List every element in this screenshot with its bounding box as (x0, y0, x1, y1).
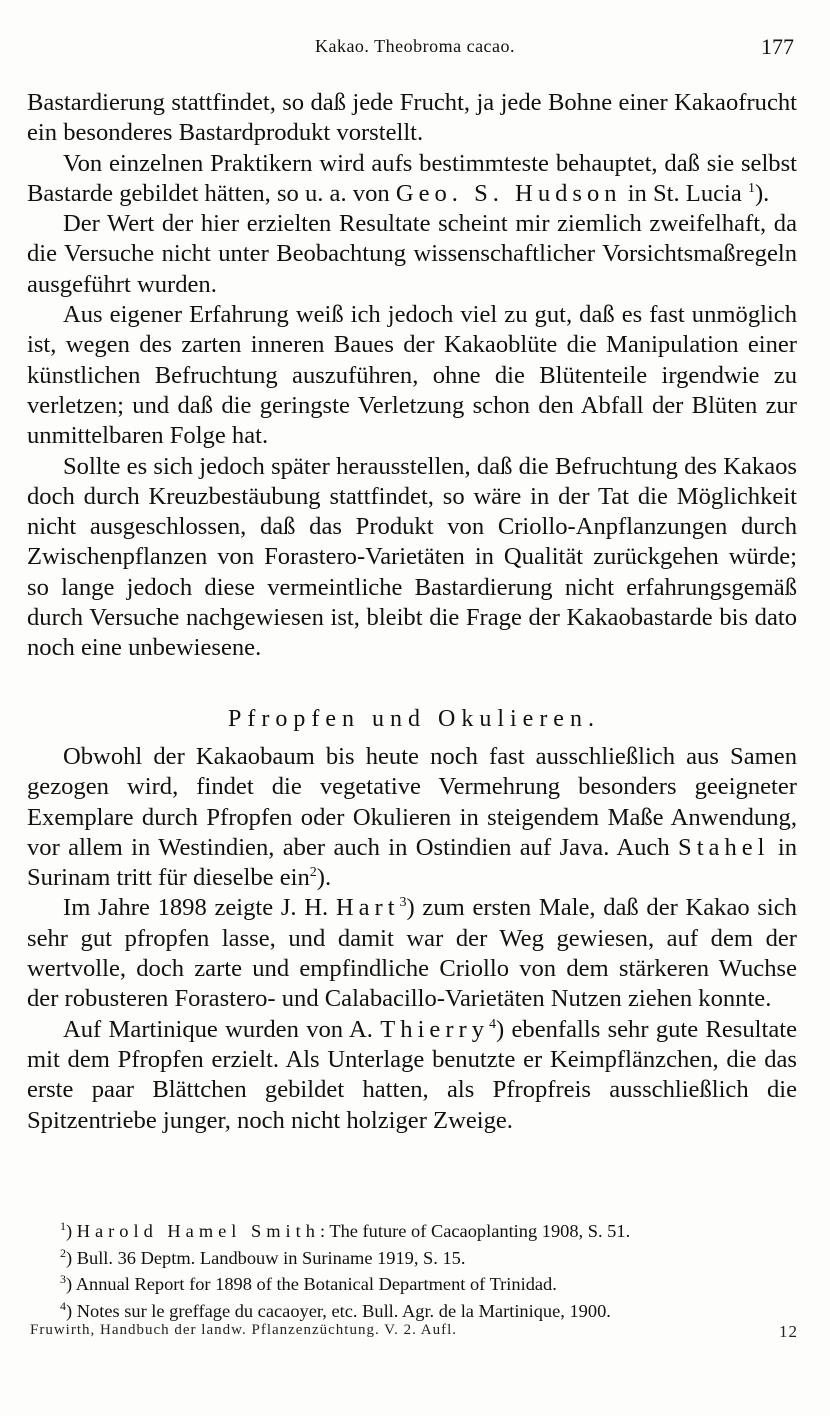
imprint-source: Fruwirth, Handbuch der landw. Pflanzenzüchtung. V. 2. Aufl. (30, 1322, 457, 1338)
footnote-mark-3: 3 (60, 1271, 66, 1286)
footnote-mark-4: 4 (60, 1298, 66, 1313)
paragraph-3: Der Wert der hier erzielten Resultate scheint mir ziemlich zweifelhaft, da die Versuche nicht unter Beobachtung wissenschaftlicher Vorsichtsmaßregeln ausgeführt wurden. (27, 210, 797, 298)
footnote-1-text: : The future of Cacaoplanting 1908, S. 51. (319, 1221, 631, 1241)
section-paragraph-1-text: Obwohl der Kakaobaum bis heute noch fast ausschließlich aus Samen gezogen wird, findet die vegetative Vermehrung besonders geeigneter Exemplare durch Pfropfen oder Okulieren in steigendem Maße Anwendung, vor allem in Westindien, aber auch in Ostindien auf Java. Auch (27, 742, 797, 861)
paragraph-5: Sollte es sich jedoch später herausstellen, daß die Befruchtung des Kakaos doch durch Kreuzbestäubung stattfindet, so wäre in der Tat die Möglichkeit nicht ausgeschlossen, daß das Produkt von Criollo-Anpflanzungen durch Zwischenpflanzen von Forastero-Varietäten in Qualität zurückgehen würde; so lange jedoch diese vermeintliche Bastardierung nicht erfahrungsgemäß durch Versuche nachgewiesen ist, bleibt die Frage der Kakaobastarde bis dato noch eine unbewiesene. (27, 452, 797, 662)
section-paragraph-3 (27, 1015, 797, 1136)
running-head (0, 36, 830, 60)
footnotes (60, 1218, 800, 1324)
footnote-4-text: Notes sur le greffage du cacaoyer, etc. Bull. Agr. de la Martinique, 1900. (76, 1300, 611, 1321)
author-name-stahel: Stahel (678, 833, 770, 861)
author-name-hudson: Geo. S. Hudson (395, 179, 622, 207)
section-heading: Pfropfen und Okulieren. (228, 705, 600, 732)
page-number: 177 (761, 34, 794, 59)
paragraph-2-end: ). (754, 179, 770, 207)
signature-mark: 12 (779, 1322, 798, 1341)
paragraph-2-text-cont: in St. Lucia (621, 179, 748, 207)
body-text (27, 88, 797, 1136)
paragraph-1: Bastardierung stattfindet, so daß jede Frucht, ja jede Bohne einer Kakaofrucht ein besonderes Bastardprodukt vorstellt. (27, 89, 797, 147)
author-name-hart: Hart (335, 894, 400, 922)
section-paragraph-2-text: Im Jahre 1898 zeigte J. H. (63, 894, 336, 922)
footnote-4: $^4$) Notes sur le greffage du cacaoyer, etc. Bull. Agr. de la Martinique, 1900. (60, 1298, 611, 1321)
footnote-ref-3: 3 (399, 895, 407, 911)
footnote-ref-4: 4 (489, 1016, 496, 1032)
footnote-mark-2: 2 (60, 1245, 66, 1260)
paragraph-4: Aus eigener Erfahrung weiß ich jedoch viel zu gut, daß es fast unmöglich ist, wegen des zarten inneren Baues der Kakaoblüte die Manipulation einer künstlichen Befruchtung auszuführen, ohne die Blütenteile irgendwie zu verletzen; und daß die geringste Verletzung schon den Abfall der Blüten zur unmittelbaren Folge hat. (27, 301, 797, 450)
footnote-ref-1: 1 (747, 180, 755, 196)
section-paragraph-2-end: ) zum ersten Male, daß der Kakao sich sehr gut pfropfen lasse, und damit war der Weg gewiesen, auf dem der wertvolle, doch zarte und empfindliche Criollo von dem stärkeren Wuchse der robusteren Forastero- und Calabacillo-Varietäten Nutzen ziehen konnte. (27, 894, 797, 1013)
section-paragraph-2 (27, 893, 797, 1014)
paragraph-2 (27, 149, 797, 210)
section-paragraph-1 (27, 742, 797, 893)
footnote-ref-2: 2 (309, 864, 317, 880)
running-title: Kakao. Theobroma cacao. (314, 36, 516, 56)
footnote-1: $^1$) Harold Hamel Smith: The future of Cacaoplanting 1908, S. 51. (60, 1218, 631, 1241)
paragraph-2-text: Von einzelnen Praktikern wird aufs bestimmteste behauptet, daß sie selbst Bastarde gebildet hätten, so u. a. von (27, 149, 797, 207)
author-name-thierry: Thierry (380, 1015, 489, 1043)
footnote-2-text: Bull. 36 Deptm. Landbouw in Suriname 1919, S. 15. (76, 1247, 466, 1268)
section-paragraph-1-text-cont: in Surinam tritt für dieselbe ein (27, 833, 797, 892)
footnote-3: $^3$) Annual Report for 1898 of the Botanical Department of Trinidad. (60, 1271, 557, 1294)
section-paragraph-1-end: ). (316, 864, 332, 892)
footnote-3-text: Annual Report for 1898 of the Botanical Department of Trinidad. (75, 1274, 557, 1294)
footnote-1-author: Harold Hamel Smith (76, 1221, 320, 1241)
footnote-2: $^2$) Bull. 36 Deptm. Landbouw in Suriname 1919, S. 15. (60, 1245, 466, 1268)
footnote-mark-1: 1 (60, 1218, 66, 1233)
section-paragraph-3-text: Auf Martinique wurden von A. (63, 1015, 381, 1043)
section-paragraph-3-end: ) ebenfalls sehr gute Resultate mit dem Pfropfen erzielt. Als Unterlage benutzte er Keimpflänzchen, die das erste paar Blättchen gebildet hatten, als Pfropfreis ausschließlich die Spitzentriebe junger, noch nicht holziger Zweige. (27, 1015, 798, 1134)
